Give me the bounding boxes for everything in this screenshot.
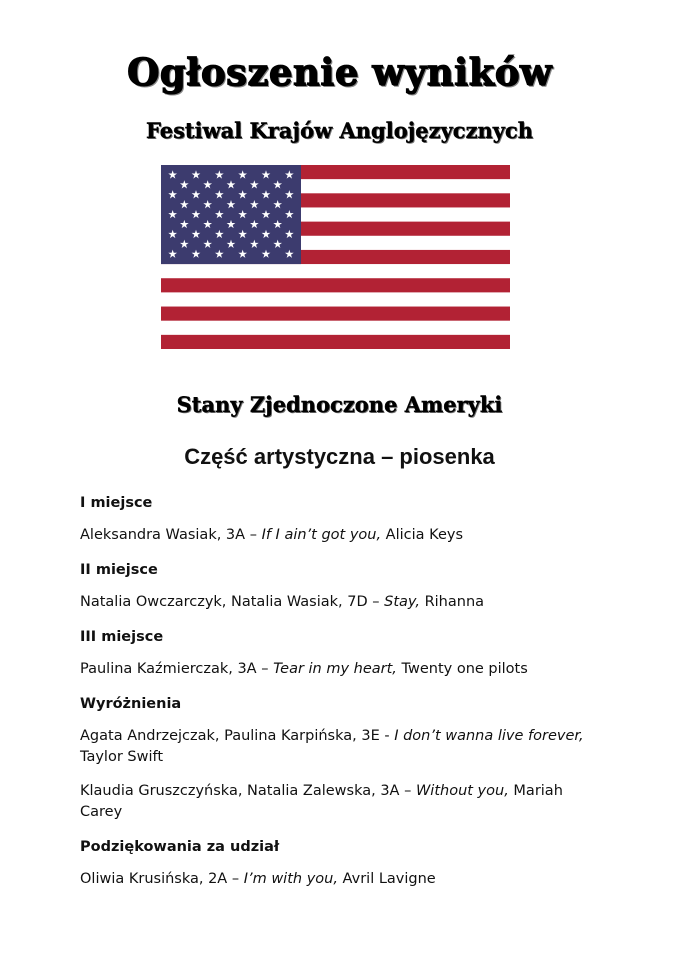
entry-artist: Alicia Keys [381,527,464,543]
entry-names: Aleksandra Wasiak, 3A – [80,527,262,543]
entry-song: I don’t wanna live forever, [394,728,584,744]
usa-flag-icon [161,165,510,349]
result-entry [80,869,600,890]
result-entry [80,592,600,613]
page-title: Ogłoszenie wyników [126,50,553,94]
place-label-third: III miejsce [80,629,164,645]
flag-stripe [161,307,510,321]
place-label-first: I miejsce [80,495,153,511]
festival-subtitle: Festiwal Krajów Anglojęzycznych [145,118,534,143]
entry-song: I’m with you, [243,871,338,887]
results-list [80,493,600,903]
category-heading: Część artystyczna – piosenka [184,444,495,469]
entry-artist: Avril Lavigne [337,871,436,887]
entry-song: Without you, [415,783,509,799]
result-entry [80,525,600,546]
result-entry [80,659,600,680]
entry-song: Tear in my heart, [273,661,397,677]
place-label-second: II miejsce [80,562,158,578]
entry-names: Oliwia Krusińska, 2A – [80,871,244,887]
result-entry [80,726,600,768]
entry-artist: Twenty one pilots [396,661,528,677]
entry-names: Paulina Kaźmierczak, 3A – [80,661,274,677]
flag-stripe [161,335,510,349]
entry-song: Stay, [384,594,420,610]
country-heading: Stany Zjednoczone Ameryki [176,392,503,417]
place-label-distinctions: Wyróżnienia [80,696,182,712]
flag-stripe [161,321,510,335]
result-entry [80,781,600,823]
place-label-thanks: Podziękowania za udział [80,839,280,855]
entry-artist: Mariah Carey [80,783,563,820]
entry-names: Agata Andrzejczak, Paulina Karpińska, 3E - [80,728,395,744]
entry-names: Natalia Owczarczyk, Natalia Wasiak, 7D – [80,594,385,610]
flag-stripe [161,278,510,292]
flag-stripe [161,292,510,306]
flag-stripe [161,264,510,278]
entry-song: If I ain’t got you, [261,527,382,543]
entry-artist: Taylor Swift [80,749,164,765]
entry-names: Klaudia Gruszczyńska, Natalia Zalewska, 3A – [80,783,416,799]
entry-artist: Rihanna [419,594,485,610]
